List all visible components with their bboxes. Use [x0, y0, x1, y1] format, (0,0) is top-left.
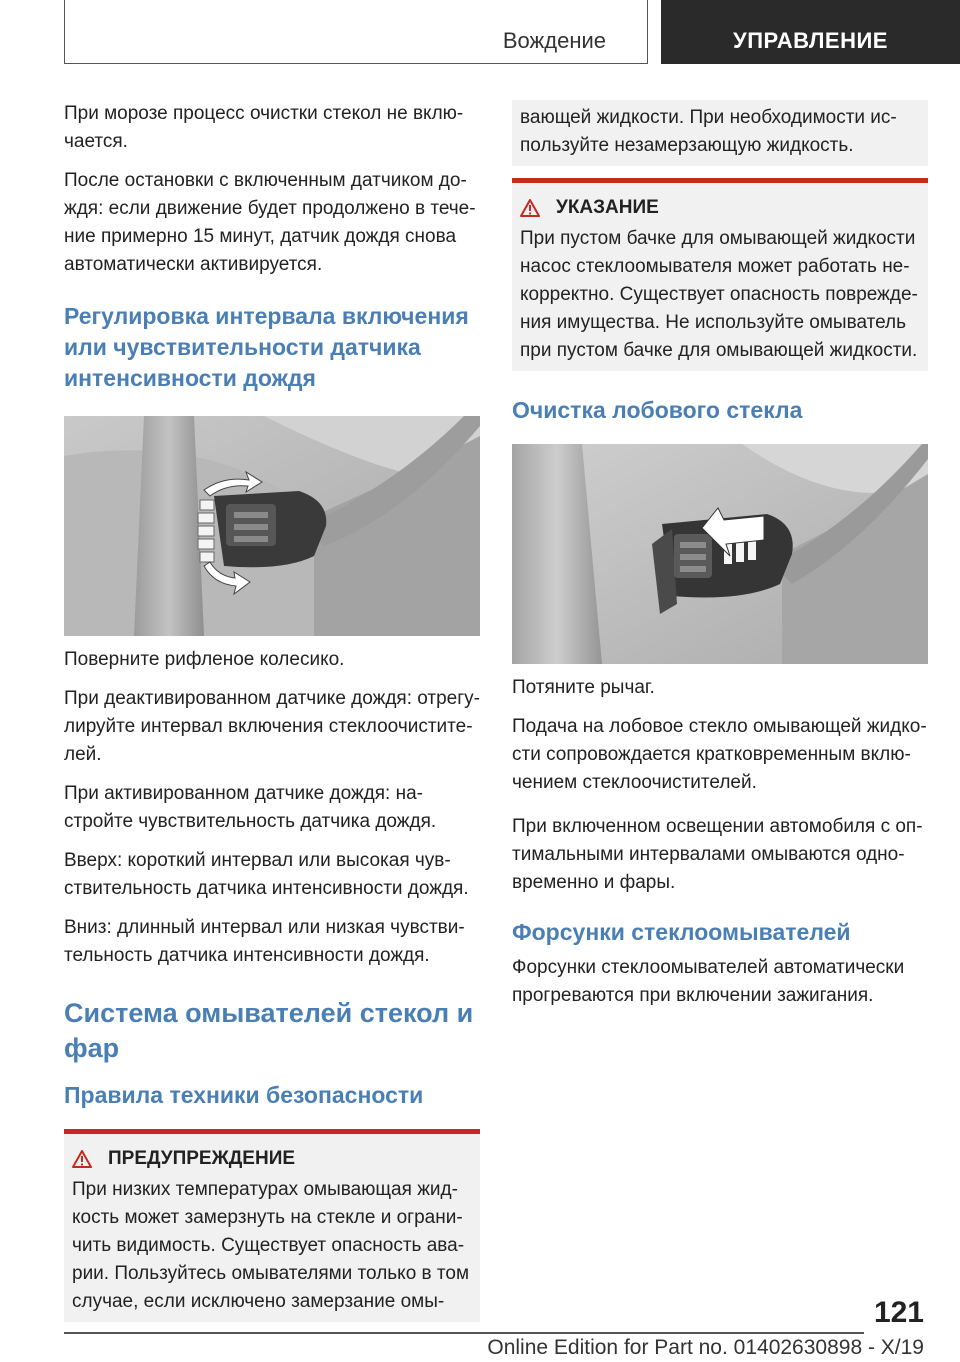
warning-continuation-box — [512, 100, 928, 166]
page-number: 121 — [873, 1296, 924, 1329]
paragraph-down: Вниз: длинный интервал или низкая чувстви- тельность датчика интенсивности дождя. — [64, 917, 465, 966]
warning-triangle-icon — [520, 199, 540, 217]
paragraph-pull-lever: Потяните рычаг. — [512, 677, 655, 698]
heading-nozzles: Форсунки стеклоомывателей — [512, 919, 851, 945]
footer-edition: Online Edition for Part no. 01402630898 - X/19 — [487, 1336, 924, 1359]
notice-header — [520, 197, 920, 219]
wheel-control-photo — [64, 416, 480, 636]
warning-title: ПРЕДУПРЕЖДЕНИЕ — [108, 1148, 296, 1169]
heading-safety: Правила техники безопасности — [64, 1082, 424, 1108]
footer-divider — [64, 1332, 864, 1334]
heading-interval: Регулировка интервала включения или чувствительности датчика интенсивности дождя — [64, 303, 469, 391]
right-column — [512, 100, 928, 1021]
notice-text: При пустом бачке для омывающей жидкости насос стеклоомывателя может работать не- корректно. Существует опасность поврежде- ния имущества. Не используйте омыватель при пустом бачке для омывающей жидкости. — [520, 228, 918, 361]
heading-windshield-clean: Очистка лобового стекла — [512, 397, 803, 423]
paragraph-up: Вверх: короткий интервал или высокая чув- ствительность датчика интенсивности дождя. — [64, 850, 469, 899]
paragraph-turn-wheel: Поверните рифленое колесико. — [64, 649, 345, 670]
warning-header — [72, 1148, 472, 1170]
warning-triangle-icon — [72, 1150, 92, 1168]
left-column — [64, 100, 480, 1322]
warning-text: При низких температурах омывающая жид- кость может замерзнуть на стекле и ограни- чить видимость. Существует опасность ава- рии. Пользуйтесь омывателями только в том случае, если исключено замерзание омы- — [72, 1179, 470, 1312]
paragraph-activated: При активированном датчике дождя: на- стройте чувствительность датчика дождя. — [64, 783, 437, 832]
notice-title: УКАЗАНИЕ — [556, 197, 659, 218]
paragraph-stop: После остановки с включенным датчиком до- ждя: если движение будет продолжено в тече- ние примерно 15 минут, датчик дождя снова автоматически активируется. — [64, 170, 476, 275]
warning-continuation-text: вающей жидкости. При необходимости ис- пользуйте незамерзающую жидкость. — [520, 107, 897, 156]
paragraph-deactivated: При деактивированном датчике дождя: отрегу- лируйте интервал включения стеклоочистите- лей. — [64, 688, 481, 765]
paragraph-headlights: При включенном освещении автомобиля с оп- тимальными интервалами омываются одно- временно и фары. — [512, 816, 923, 893]
paragraph-frost: При морозе процесс очистки стекол не вклю- чается. — [64, 103, 464, 152]
warning-box — [64, 1129, 480, 1322]
paragraph-washer-feed: Подача на лобовое стекло омывающей жидко- сти сопровождается кратковременным вклю- чением стеклоочистителей. — [512, 716, 927, 793]
header-chapter: УПРАВЛЕНИЕ — [661, 0, 960, 64]
heading-washer-system: Система омывателей стекол и фар — [64, 998, 474, 1063]
paragraph-nozzles: Форсунки стеклоомывателей автоматически прогреваются при включении зажигания. — [512, 957, 905, 1006]
header-section: Вождение — [502, 28, 606, 53]
notice-box — [512, 178, 928, 371]
lever-pull-photo — [512, 444, 928, 664]
